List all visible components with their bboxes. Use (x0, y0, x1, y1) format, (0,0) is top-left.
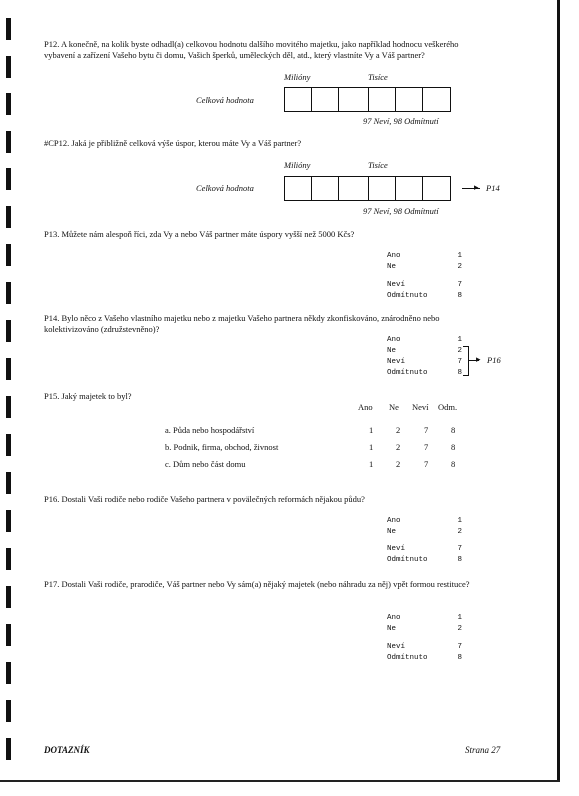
digit-box[interactable] (396, 177, 423, 200)
question-p13: P13. Můžete nám alespoň říci, zda Vy a nebo Váš partner máte úspory vyšší než 5000 Kčs? (44, 229, 355, 239)
binding-mark (6, 434, 11, 456)
code-yes[interactable]: 1 (369, 425, 374, 435)
value-entry-boxes[interactable] (284, 176, 451, 201)
skip-arrow-icon: ▸ (476, 354, 481, 364)
binding-mark (6, 510, 11, 532)
digit-box[interactable] (396, 88, 423, 111)
question-p14: P14. Bylo něco z Vašeho vlastního majetku nebo z majetku Vašeho partnera někdy zkonfiskováno, znárodněno nebo kolektivizováno (združstevněno)? (44, 313, 440, 334)
code-refused[interactable]: 8 (451, 442, 456, 452)
option-yes[interactable]: Ano 1 (387, 517, 462, 525)
option-refused[interactable]: Odmítnuto 8 (387, 654, 462, 662)
binding-mark (6, 548, 11, 570)
digit-box[interactable] (369, 88, 396, 111)
option-yes[interactable]: Ano 1 (387, 336, 462, 344)
digit-box[interactable] (369, 177, 396, 200)
label-millions: Milióny (284, 72, 311, 82)
option-yes[interactable]: Ano 1 (387, 614, 462, 622)
row-label-total-value: Celková hodnota (196, 183, 254, 193)
option-no[interactable]: Ne 2 (387, 528, 462, 536)
code-refused[interactable]: 8 (451, 459, 456, 469)
binding-mark (6, 320, 11, 342)
binding-mark (6, 700, 11, 722)
digit-box[interactable] (312, 177, 339, 200)
option-dont-know[interactable]: Neví 7 (387, 643, 462, 651)
digit-box[interactable] (285, 177, 312, 200)
skip-brace (463, 346, 469, 376)
question-p15: P15. Jaký majetek to byl? (44, 391, 132, 401)
code-yes[interactable]: 1 (369, 459, 374, 469)
option-refused[interactable]: Odmítnuto 8 (387, 556, 462, 564)
column-header-yes: Ano (358, 402, 373, 412)
question-p17: P17. Dostali Vaši rodiče, prarodiče, Váš partner nebo Vy sám(a) nějaký majetek (nebo náhradu za něj) vpět formou restituce? (44, 579, 470, 589)
code-dont-know[interactable]: 7 (424, 425, 429, 435)
digit-box[interactable] (312, 88, 339, 111)
binding-mark (6, 586, 11, 608)
binding-mark (6, 472, 11, 494)
binding-mark (6, 282, 11, 304)
skip-to-label: P16 (487, 355, 501, 365)
column-header-no: Ne (389, 402, 399, 412)
label-millions: Milióny (284, 160, 311, 170)
option-dont-know[interactable]: Neví 7 (387, 281, 462, 289)
option-refused[interactable]: Odmítnuto 8 (387, 292, 462, 300)
row-label-total-value: Celková hodnota (196, 95, 254, 105)
question-cp12: #CP12. Jaká je přibližně celková výše úspor, kterou máte Vy a Váš partner? (44, 138, 302, 148)
page-edge-bottom (0, 780, 560, 782)
dont-know-refused-note: 97 Neví, 98 Odmítnutí (363, 206, 439, 216)
row-label-land: a. Půda nebo hospodářství (165, 425, 255, 435)
row-label-house: c. Dům nebo část domu (165, 459, 246, 469)
option-refused[interactable]: Odmítnuto 8 (387, 369, 462, 377)
code-refused[interactable]: 8 (451, 425, 456, 435)
question-p16: P16. Dostali Vaši rodiče nebo rodiče Vašeho partnera v povälečných reformách nějakou půdu? (44, 494, 365, 504)
dont-know-refused-note: 97 Neví, 98 Odmítnutí (363, 116, 439, 126)
binding-mark (6, 396, 11, 418)
skip-to-label: P14 (486, 183, 500, 193)
code-dont-know[interactable]: 7 (424, 459, 429, 469)
code-yes[interactable]: 1 (369, 442, 374, 452)
code-no[interactable]: 2 (396, 425, 401, 435)
row-label-business: b. Podnik, firma, obchod, živnost (165, 442, 279, 452)
binding-mark (6, 624, 11, 646)
option-dont-know[interactable]: Neví 7 (387, 545, 462, 553)
page-edge-right (557, 0, 560, 781)
option-no[interactable]: Ne 2 (387, 263, 462, 271)
binding-mark (6, 662, 11, 684)
binding-mark (6, 56, 11, 78)
digit-box[interactable] (339, 88, 366, 111)
value-entry-boxes[interactable] (284, 87, 451, 112)
label-thousands: Tisíce (368, 160, 388, 170)
option-no[interactable]: Ne 2 (387, 625, 462, 633)
column-header-refused: Odm. (438, 402, 458, 412)
code-no[interactable]: 2 (396, 442, 401, 452)
digit-box[interactable] (339, 177, 366, 200)
digit-box[interactable] (285, 88, 312, 111)
binding-mark (6, 244, 11, 266)
column-header-dont-know: Neví (412, 402, 429, 412)
binding-mark (6, 93, 11, 115)
label-thousands: Tisíce (368, 72, 388, 82)
option-dont-know[interactable]: Neví 7 (387, 358, 462, 366)
question-p12: P12. A konečně, na kolik byste odhadl(a) celkovou hodnotu dalšího movitého majetku, jako například hodnocu veškerého vybavení a zařízení Vašeho bytu či domu, Vašich šperků, uměleckých děl, atd., který vlastníte Vy a Váš partner? (44, 39, 459, 60)
binding-mark (6, 168, 11, 190)
binding-mark (6, 206, 11, 228)
skip-arrow-icon: ▸ (474, 182, 479, 192)
binding-mark (6, 18, 11, 40)
page-number: Strana 27 (465, 745, 501, 755)
digit-box[interactable] (423, 177, 450, 200)
digit-box[interactable] (423, 88, 450, 111)
option-yes[interactable]: Ano 1 (387, 252, 462, 260)
binding-mark (6, 358, 11, 380)
code-dont-know[interactable]: 7 (424, 442, 429, 452)
code-no[interactable]: 2 (396, 459, 401, 469)
binding-mark (6, 131, 11, 153)
footer-title: DOTAZNÍK (44, 745, 90, 755)
option-no[interactable]: Ne 2 (387, 347, 462, 355)
binding-mark (6, 738, 11, 760)
